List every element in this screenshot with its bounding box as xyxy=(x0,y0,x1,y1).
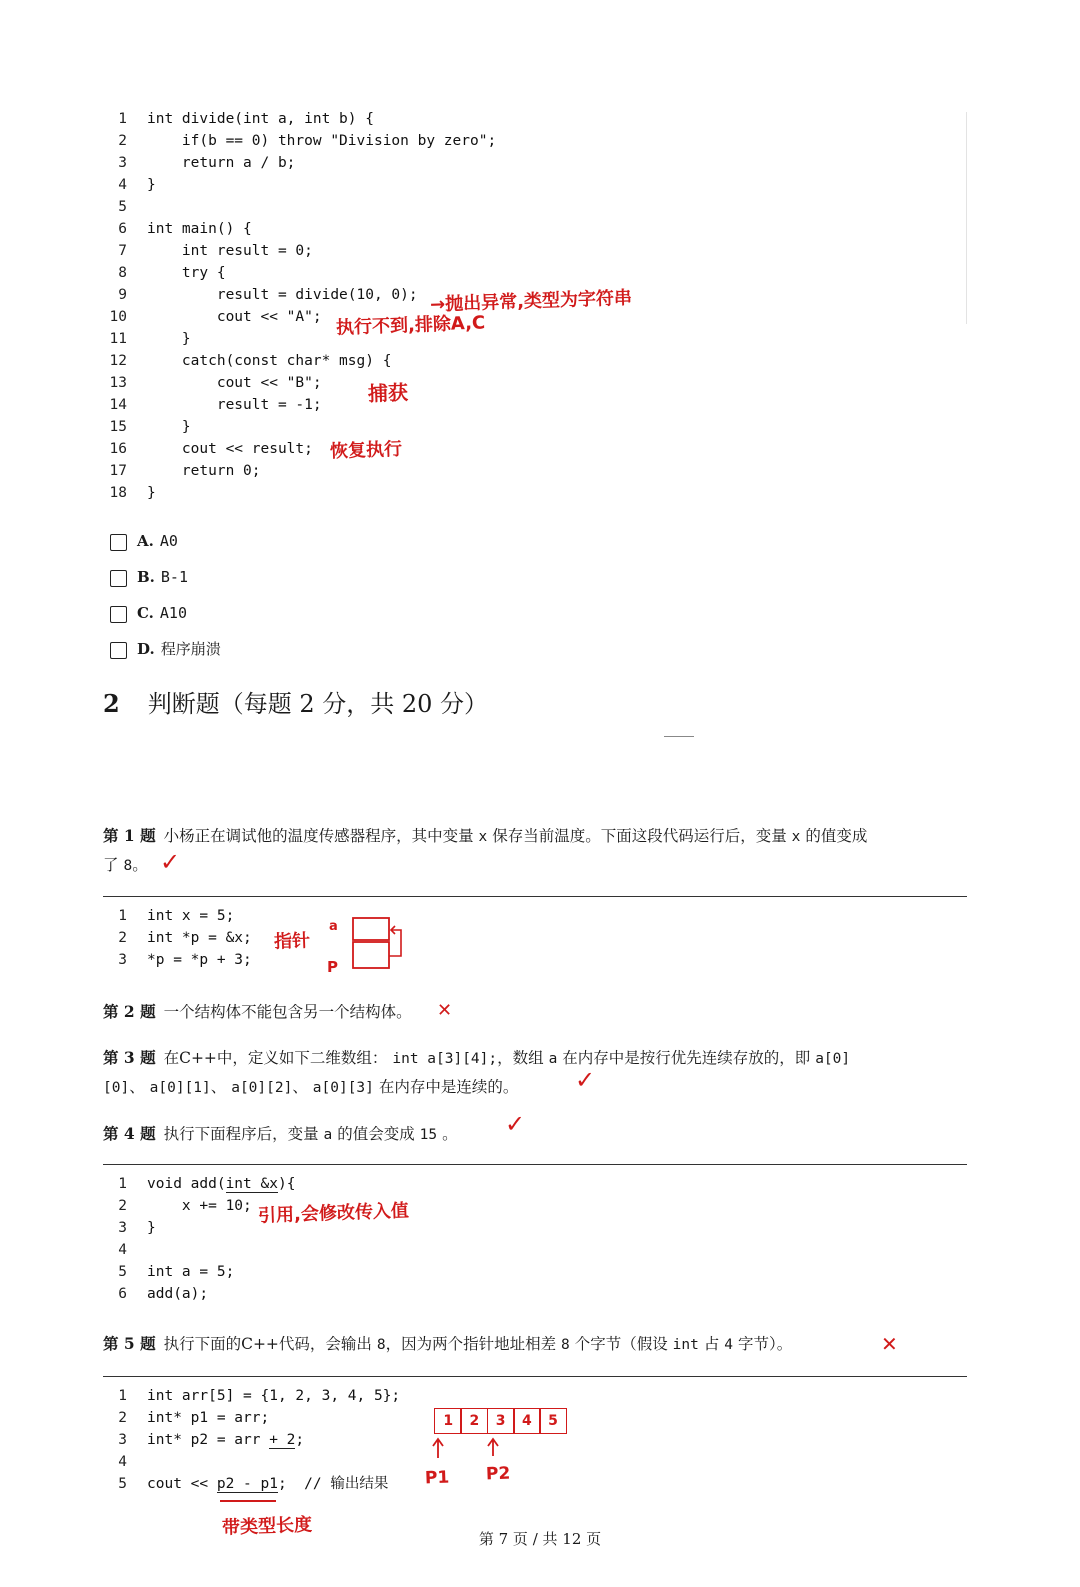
option-text: A0 xyxy=(159,532,178,550)
option-a[interactable] xyxy=(110,529,178,553)
question-text: 。 xyxy=(442,1125,458,1143)
option-letter: D. xyxy=(137,640,155,658)
label-p2: P2 xyxy=(485,1463,511,1485)
code-line xyxy=(105,394,322,416)
check-mark-icon: ✓ xyxy=(160,848,181,876)
option-letter: B. xyxy=(137,568,155,586)
line-number: 16 xyxy=(109,441,127,457)
code-line xyxy=(105,1385,400,1407)
code-text: } xyxy=(147,419,191,435)
code-text: catch(const char* msg) { xyxy=(147,353,392,369)
code-line xyxy=(105,1239,147,1261)
inline-code: x xyxy=(791,829,801,845)
line-number: 13 xyxy=(109,375,127,391)
inline-code: x xyxy=(478,829,488,845)
array-cell: 5 xyxy=(539,1408,567,1434)
underlined-code: p2 - p1 xyxy=(216,1476,278,1492)
array-diagram xyxy=(436,1408,567,1434)
code-line xyxy=(105,196,147,218)
code-line xyxy=(105,905,234,927)
code-line xyxy=(105,460,261,482)
line-number: 3 xyxy=(118,1432,127,1448)
line-number: 3 xyxy=(118,1220,127,1236)
question-text: 执行下面程序后，变量 xyxy=(163,1125,319,1143)
line-number: 12 xyxy=(109,353,127,369)
cross-mark-icon: ✕ xyxy=(437,1000,453,1021)
question-text: 在C++中，定义如下二维数组： xyxy=(163,1049,388,1067)
diagram-label-a: a xyxy=(329,919,338,934)
code-line xyxy=(105,350,391,372)
question-2 xyxy=(103,998,963,1026)
line-number: 10 xyxy=(109,309,127,325)
line-number: 6 xyxy=(118,221,127,237)
memory-box-a xyxy=(353,918,389,940)
code-text: cout << "A"; xyxy=(147,309,322,325)
code-line xyxy=(105,1473,388,1495)
code-line xyxy=(105,1283,208,1305)
code-text: int* p1 = arr; xyxy=(147,1410,270,1426)
array-cell: 1 xyxy=(434,1408,462,1434)
inline-code: 15 xyxy=(419,1127,438,1143)
section-number: 2 xyxy=(103,689,120,718)
code-line xyxy=(105,1261,234,1283)
code-line xyxy=(105,1217,156,1239)
line-number: 14 xyxy=(109,397,127,413)
diagram-label-p: P xyxy=(327,958,338,976)
line-number: 15 xyxy=(109,419,127,435)
line-number: 2 xyxy=(118,1410,127,1426)
checkbox-icon[interactable] xyxy=(110,534,127,551)
line-number: 6 xyxy=(118,1286,127,1302)
underlined-code: int &x xyxy=(225,1176,278,1192)
section-title xyxy=(103,684,488,719)
line-number: 5 xyxy=(118,199,127,215)
divider-rule xyxy=(103,1164,967,1165)
checkbox-icon[interactable] xyxy=(110,606,127,623)
inline-code: 4 xyxy=(724,1337,733,1353)
code-text: ){ xyxy=(277,1176,296,1192)
line-number: 4 xyxy=(118,177,127,193)
inline-code: 8 xyxy=(376,1337,386,1353)
code-text: return 0; xyxy=(147,463,261,479)
code-text: void add( xyxy=(147,1176,226,1192)
line-number: 4 xyxy=(118,1242,127,1258)
memory-box-p xyxy=(353,942,389,968)
code-text: int result = 0; xyxy=(147,243,313,259)
line-number: 3 xyxy=(118,155,127,171)
question-text: 字节）。 xyxy=(737,1335,793,1353)
question-text: 。 xyxy=(132,856,148,874)
code-text: ; xyxy=(295,1432,305,1448)
code-line xyxy=(105,482,156,504)
question-text: 的值变成 xyxy=(805,827,868,845)
option-letter: A. xyxy=(137,532,154,550)
code-text: int* p2 = arr xyxy=(147,1432,270,1448)
question-4 xyxy=(103,1120,963,1149)
note-pointer: 指针 xyxy=(273,930,311,953)
note-resume: 恢复执行 xyxy=(329,438,403,463)
option-text: A10 xyxy=(159,604,187,622)
inline-code: a[0][2] xyxy=(231,1080,293,1096)
question-text: 小杨正在调试他的温度传感器程序，其中变量 xyxy=(163,827,474,845)
code-line xyxy=(105,438,313,460)
question-text: 的值会变成 xyxy=(337,1125,415,1143)
code-text: } xyxy=(147,485,156,501)
code-text: cout << xyxy=(147,1476,217,1492)
line-number: 4 xyxy=(118,1454,127,1470)
line-number: 2 xyxy=(118,930,127,946)
code-text: result = divide(10, 0); xyxy=(147,287,418,303)
code-text: x += 10; xyxy=(147,1198,252,1214)
option-c[interactable] xyxy=(110,601,187,625)
margin-line xyxy=(966,112,967,324)
code-text: int arr[5] = {1, 2, 3, 4, 5}; xyxy=(147,1388,401,1404)
question-text: 在内存中是按行优先连续存放的，即 xyxy=(562,1049,811,1067)
option-text: B-1 xyxy=(160,568,188,586)
code-line xyxy=(105,372,322,394)
check-mark-icon: ✓ xyxy=(575,1066,596,1094)
code-line xyxy=(105,416,191,438)
code-line xyxy=(105,108,374,130)
code-text: ; // 输出结果 xyxy=(277,1476,389,1492)
pointer-diagram xyxy=(325,912,415,978)
code-text: cout << "B"; xyxy=(147,375,322,391)
code-line xyxy=(105,306,322,328)
line-number: 1 xyxy=(118,1176,127,1192)
option-b[interactable] xyxy=(110,565,188,589)
code-line xyxy=(105,152,295,174)
question-text: ，数组 xyxy=(497,1049,544,1067)
option-text: 程序崩溃 xyxy=(160,640,221,658)
code-text: *p = *p + 3; xyxy=(147,952,252,968)
code-text: int *p = &x; xyxy=(147,930,252,946)
code-line xyxy=(105,927,252,949)
note-throw: →抛出异常,类型为字符串 xyxy=(429,287,633,316)
inline-code: 8 xyxy=(561,1337,570,1353)
line-number: 18 xyxy=(109,485,127,501)
inline-code: a xyxy=(548,1051,558,1067)
question-label: 第 1 题 xyxy=(103,826,156,845)
inline-code: a[0][3] xyxy=(312,1080,374,1096)
checkbox-icon[interactable] xyxy=(110,642,127,659)
question-1 xyxy=(103,822,963,880)
checkbox-icon[interactable] xyxy=(110,570,127,587)
cross-mark-icon: ✕ xyxy=(881,1332,898,1356)
code-line xyxy=(105,284,418,306)
code-line xyxy=(105,174,156,196)
label-p1: P1 xyxy=(424,1467,450,1489)
inline-code: a xyxy=(323,1127,333,1143)
note-reference: 引用,会修改传入值 xyxy=(257,1200,410,1227)
question-text: 了 xyxy=(103,856,119,874)
code-line xyxy=(105,949,252,971)
array-cell: 4 xyxy=(513,1408,541,1434)
arrow-p2 xyxy=(488,1439,498,1456)
inline-code: 8 xyxy=(123,858,133,874)
question-5 xyxy=(103,1330,963,1359)
line-number: 9 xyxy=(118,287,127,303)
note-underline xyxy=(220,1500,276,1502)
question-label: 第 5 题 xyxy=(103,1334,156,1353)
inline-code: a[0][1] xyxy=(149,1080,211,1096)
inline-code: a[0] xyxy=(815,1051,851,1067)
code-text: add(a); xyxy=(147,1286,209,1302)
code-text: result = -1; xyxy=(147,397,322,413)
question-text: 执行下面的C++代码，会输出 xyxy=(163,1335,372,1353)
code-line xyxy=(105,130,496,152)
code-line xyxy=(105,218,252,240)
code-text: } xyxy=(147,1220,156,1236)
question-text: 、 xyxy=(292,1078,308,1096)
question-text: 占 xyxy=(703,1335,720,1353)
code-text: int a = 5; xyxy=(147,1264,235,1280)
question-label: 第 2 题 xyxy=(103,1002,156,1021)
question-text: 个字节（假设 xyxy=(574,1335,668,1353)
page-footer: 第 7 页 / 共 12 页 xyxy=(478,1530,602,1548)
code-text: int x = 5; xyxy=(147,908,235,924)
line-number: 2 xyxy=(118,133,127,149)
divider-rule xyxy=(103,1376,967,1377)
array-cell: 2 xyxy=(460,1408,488,1434)
code-line xyxy=(105,1195,252,1217)
question-text: 、 xyxy=(210,1078,227,1096)
code-text: return a / b; xyxy=(147,155,296,171)
line-number: 8 xyxy=(118,265,127,281)
array-cell: 3 xyxy=(487,1408,515,1434)
question-text: ，因为两个指针地址相差 xyxy=(385,1335,557,1353)
note-catch: 捕获 xyxy=(367,380,409,406)
code-line xyxy=(105,240,313,262)
code-text: if(b == 0) throw "Division by zero"; xyxy=(147,133,497,149)
option-d[interactable] xyxy=(110,637,221,661)
code-line xyxy=(105,328,191,350)
question-3 xyxy=(103,1044,963,1102)
inline-code: int a[3][4]; xyxy=(392,1051,498,1067)
question-text: 、 xyxy=(129,1078,145,1096)
code-text: } xyxy=(147,331,191,347)
arrow-p1 xyxy=(433,1439,443,1458)
section-heading: 判断题（每题 2 分，共 20 分） xyxy=(147,690,489,718)
code-text: try { xyxy=(147,265,226,281)
line-number: 1 xyxy=(118,111,127,127)
line-number: 17 xyxy=(109,463,127,479)
code-text: int divide(int a, int b) { xyxy=(147,111,374,127)
question-text: 在内存中是连续的。 xyxy=(378,1078,519,1096)
inline-code: int xyxy=(672,1337,699,1353)
code-line xyxy=(105,1173,295,1195)
line-number: 5 xyxy=(118,1264,127,1280)
note-unreachable: 执行不到,排除A,C xyxy=(335,312,486,339)
line-number: 11 xyxy=(109,331,127,347)
line-number: 2 xyxy=(118,1198,127,1214)
code-line xyxy=(105,1451,147,1473)
faint-dash xyxy=(664,736,694,737)
code-line xyxy=(105,262,226,284)
underlined-code: + 2 xyxy=(269,1432,296,1448)
question-label: 第 4 题 xyxy=(103,1124,156,1143)
code-line xyxy=(105,1429,304,1451)
code-line xyxy=(105,1407,269,1429)
code-text: } xyxy=(147,177,156,193)
line-number: 1 xyxy=(118,1388,127,1404)
line-number: 7 xyxy=(118,243,127,259)
question-label: 第 3 题 xyxy=(103,1048,156,1067)
divider-rule xyxy=(103,896,967,897)
option-letter: C. xyxy=(137,604,154,622)
question-text: 一个结构体不能包含另一个结构体。 xyxy=(163,1003,412,1021)
note-type-length: 带类型长度 xyxy=(221,1514,313,1539)
check-mark-icon: ✓ xyxy=(505,1110,526,1138)
code-text: int main() { xyxy=(147,221,252,237)
code-text: cout << result; xyxy=(147,441,313,457)
line-number: 3 xyxy=(118,952,127,968)
line-number: 5 xyxy=(118,1476,127,1492)
question-text: 保存当前温度。下面这段代码运行后，变量 xyxy=(492,827,787,845)
line-number: 1 xyxy=(118,908,127,924)
inline-code: [0] xyxy=(103,1080,130,1096)
